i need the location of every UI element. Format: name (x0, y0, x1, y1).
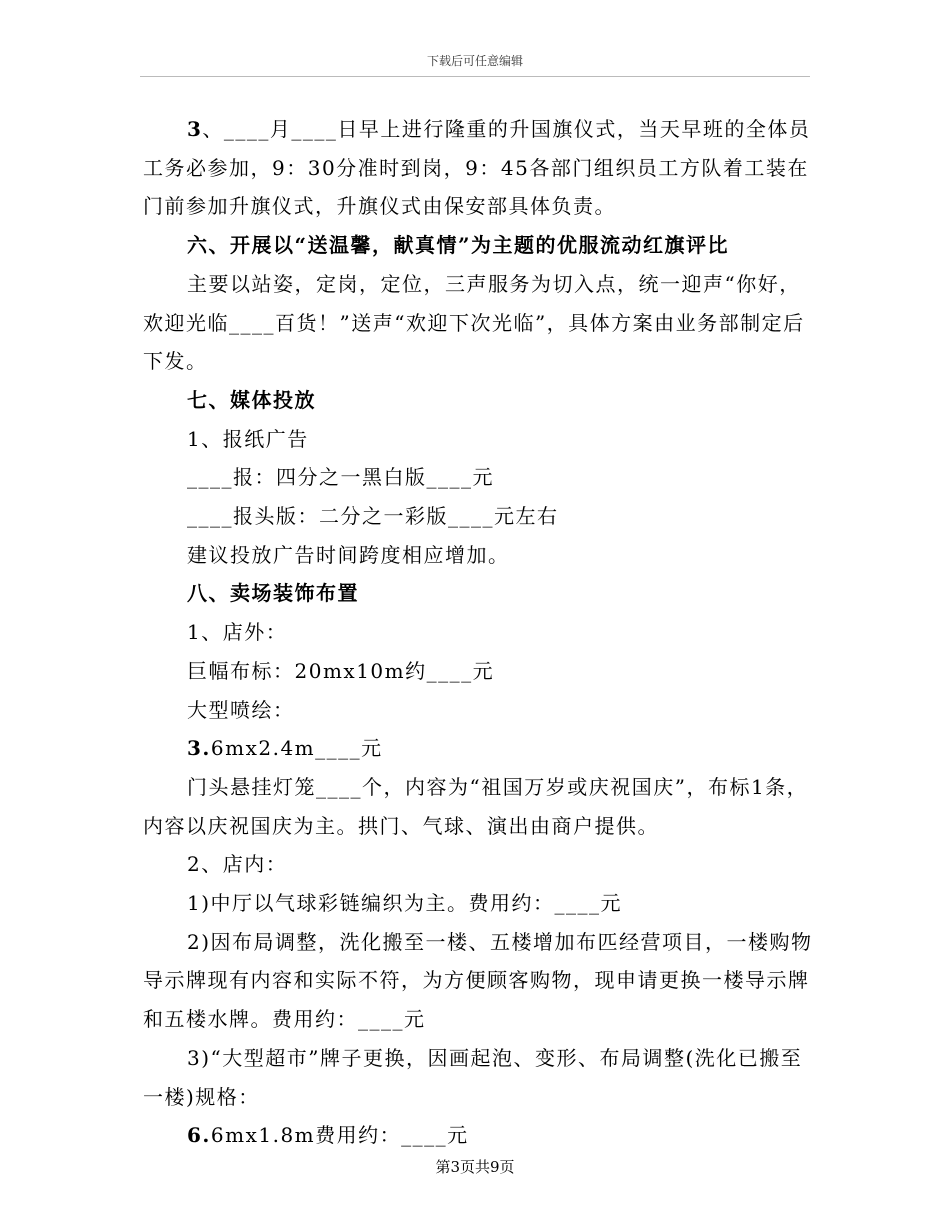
paragraph-text: 6mx1.8m费用约：____元 (210, 1123, 469, 1148)
page-number: 第3页共9页 (435, 1158, 515, 1176)
paragraph-newspaper-2: ____报头版：二分之一彩版____元左右 (187, 504, 559, 529)
header-divider (140, 76, 810, 77)
paragraph-text: 、____月____日早上进行隆重的升国旗仪式，当天早班的全体员工务必参加，9：30分准时到岗，9：45各部门组织员工方队着工装在门前参加升旗仪式，升旗仪式由保安部具体负责。 (143, 117, 811, 219)
paragraph-newspaper-1: ____报：四分之一黑白版____元 (187, 465, 494, 490)
paragraph-inkjet: 大型喷绘： (187, 697, 295, 722)
item-number: 3. (187, 736, 211, 761)
paragraph-suggestion: 建议投放广告时间跨度相应增加。 (187, 542, 510, 567)
paragraph-sign-size (143, 1116, 813, 1155)
subheading-outdoor: 1、店外： (187, 620, 288, 645)
paragraph-service: 主要以站姿，定岗，定位，三声服务为切入点，统一迎声“你好，欢迎光临____百货！”送声“欢迎下次光临”，具体方案由业务部制定后下发。 (143, 271, 805, 374)
item-number: 3 (187, 117, 203, 141)
document-body (143, 110, 813, 1155)
subheading-newspaper: 1、报纸广告 (187, 426, 309, 451)
item-number: 6. (187, 1123, 211, 1148)
section-heading-6: 六、开展以“送温馨，献真情”为主题的优服流动红旗评比 (187, 233, 730, 258)
page-header: 下载后可任意编辑 (426, 54, 523, 68)
section-heading-8: 八、卖场装饰布置 (187, 581, 359, 606)
subheading-indoor: 2、店内： (187, 852, 288, 877)
paragraph-signage: 2)因布局调整，洗化搬至一楼、五楼增加布匹经营项目，一楼购物导示牌现有内容和实际不符，为方便顾客购物，现申请更换一楼导示牌和五楼水牌。费用约：____元 (143, 929, 813, 1032)
paragraph-inkjet-size (143, 729, 813, 768)
paragraph-hall: 1)中厅以气球彩链编织为主。费用约：____元 (187, 891, 623, 916)
paragraph-item-3 (143, 110, 813, 226)
paragraph-text: 6mx2.4m____元 (210, 736, 383, 761)
section-heading-7: 七、媒体投放 (187, 387, 316, 412)
paragraph-supermarket-sign: 3)“大型超市”牌子更换，因画起泡、变形、布局调整(洗化已搬至一楼)规格： (143, 1045, 803, 1109)
paragraph-lanterns: 门头悬挂灯笼____个，内容为“祖国万岁或庆祝国庆”，布标1条，内容以庆祝国庆为主。拱门、气球、演出由商户提供。 (143, 774, 809, 838)
paragraph-banner: 巨幅布标：20mx10m约____元 (187, 658, 495, 683)
